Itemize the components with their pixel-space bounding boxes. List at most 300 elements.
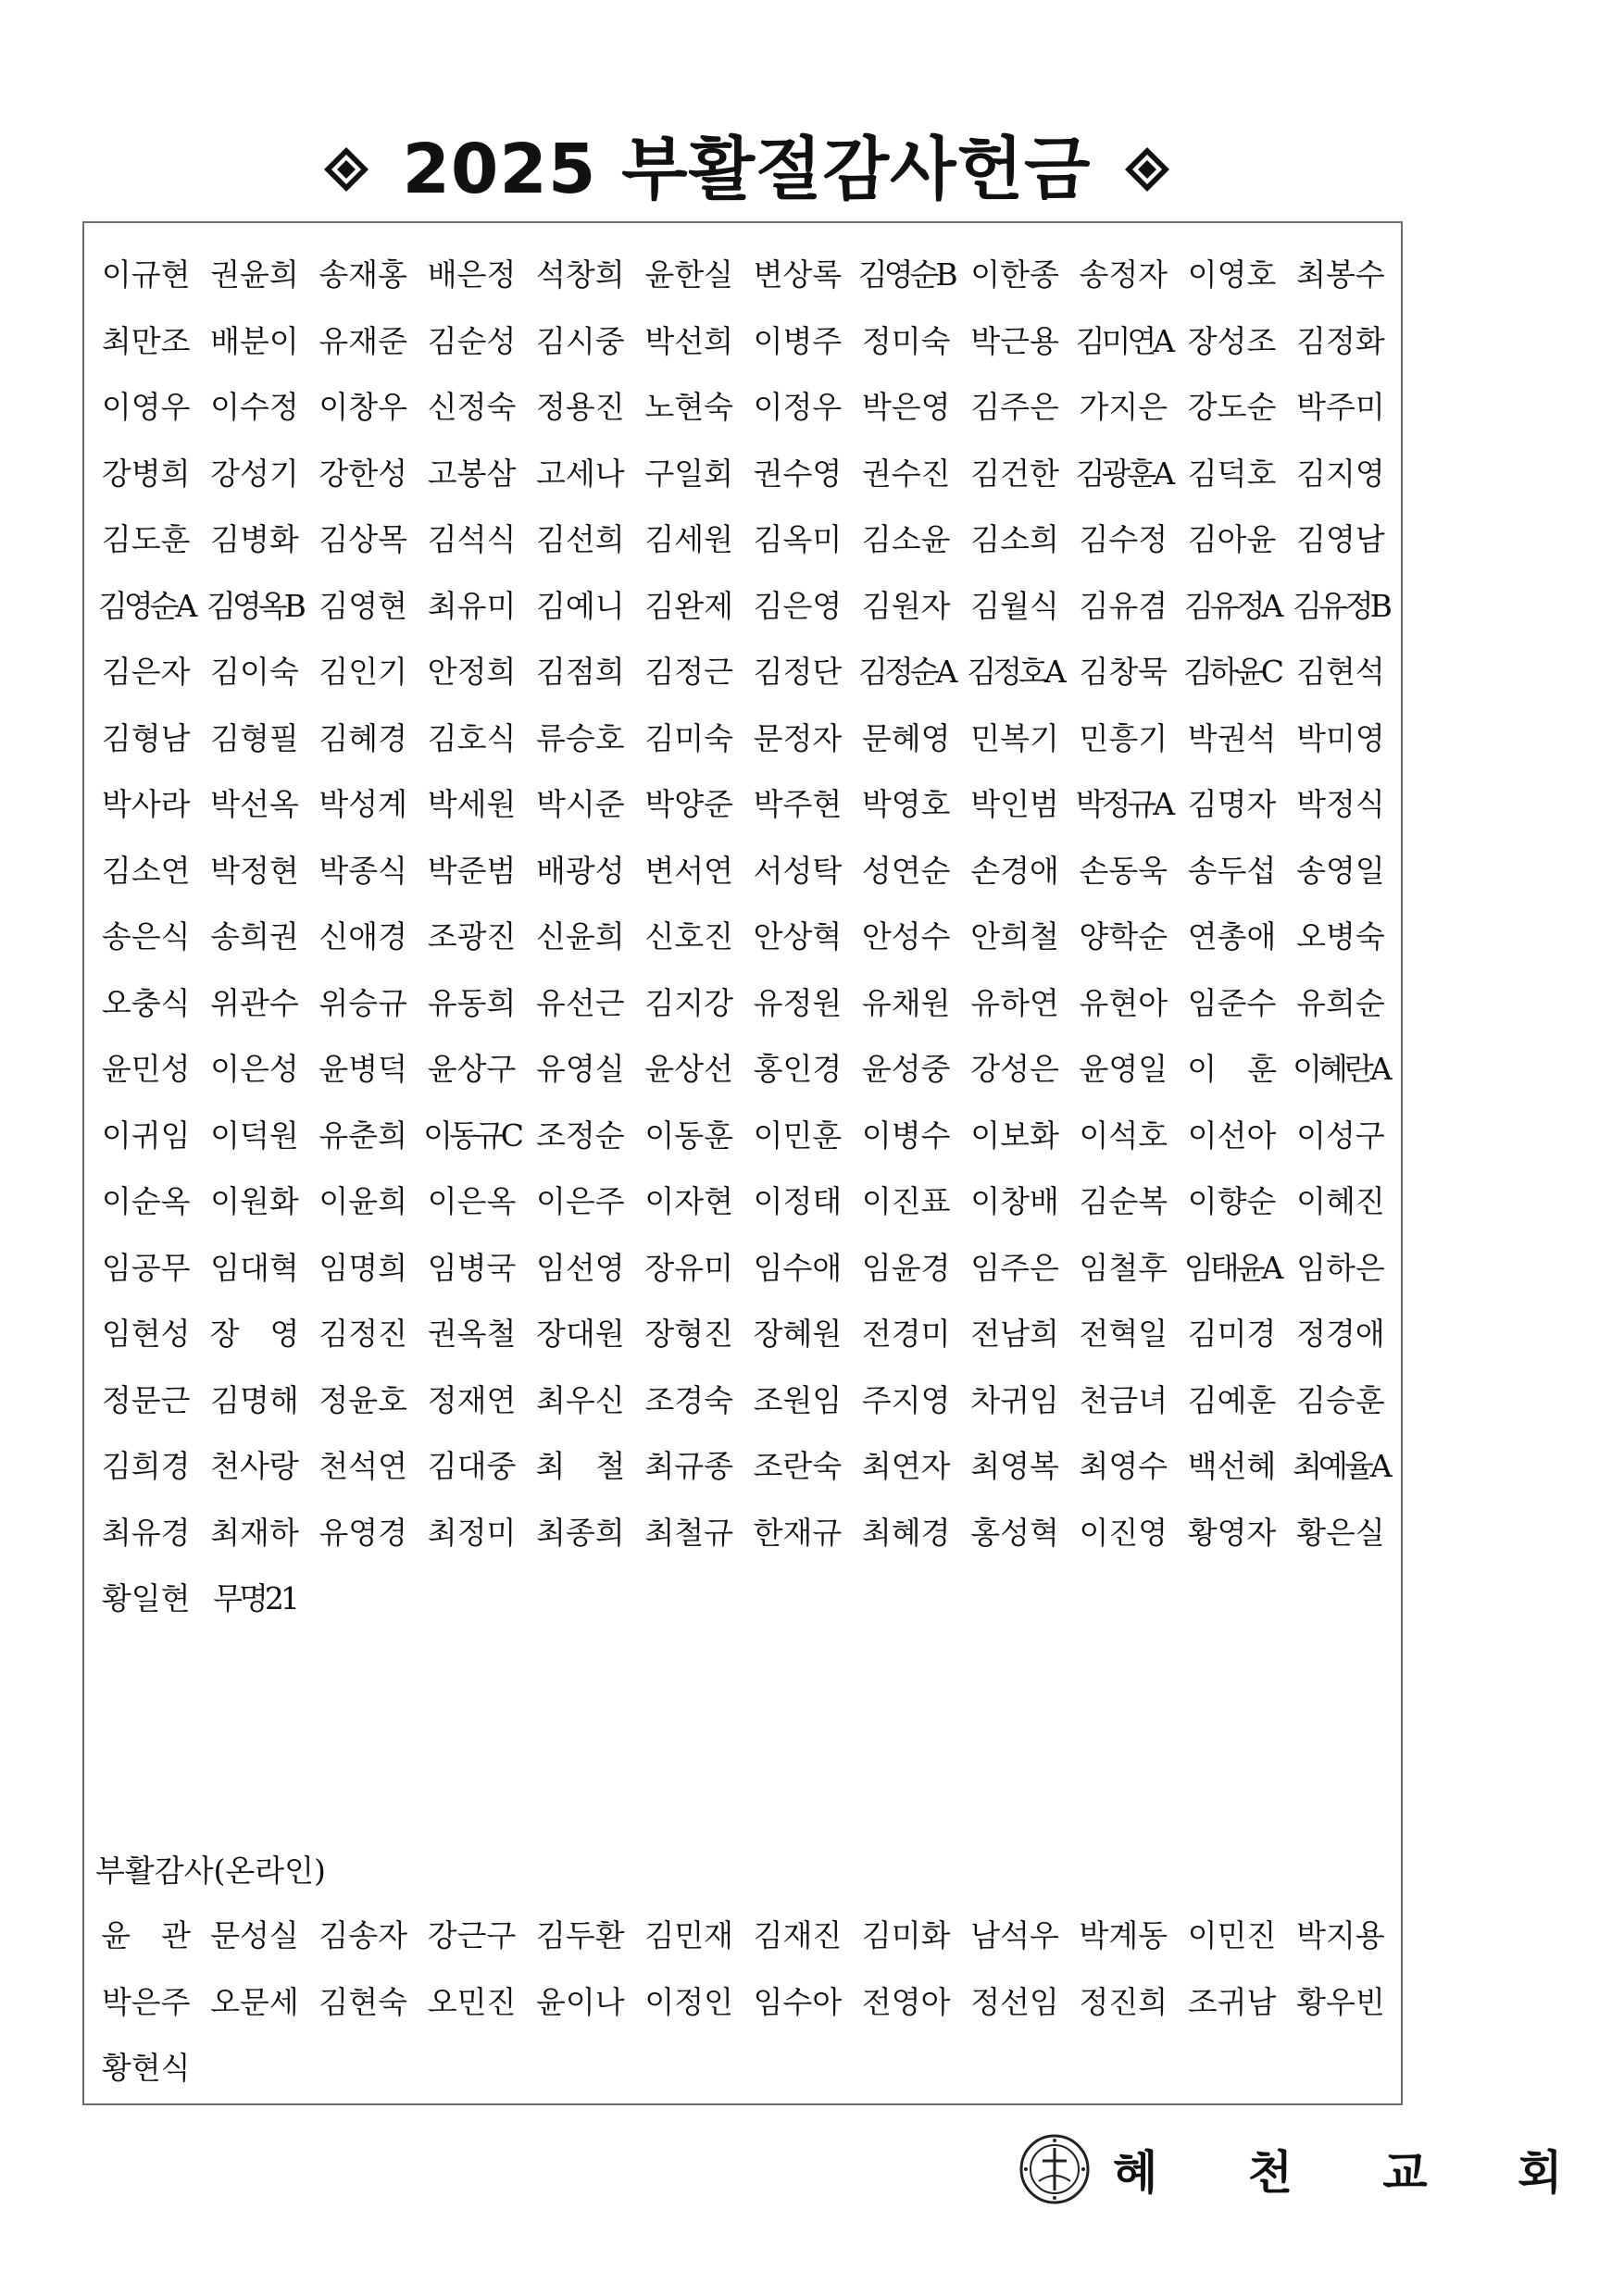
- donor-name: 한재규: [753, 1514, 843, 1551]
- donor-name: 황은실: [1296, 1514, 1385, 1551]
- donor-name: 문혜영: [861, 719, 951, 756]
- donor-name: 이진표: [861, 1183, 951, 1220]
- donor-list-box: [82, 221, 1403, 2105]
- donor-name: 윤영일: [1079, 1051, 1168, 1088]
- donor-name: 조광진: [427, 918, 517, 955]
- donor-name: 임선영: [536, 1249, 625, 1286]
- donor-name: 이규현: [101, 256, 191, 293]
- donor-name: 배분이: [210, 322, 299, 359]
- name-row: [92, 1301, 1395, 1367]
- donor-name: 김미숙: [644, 719, 733, 756]
- donor-name: 유채원: [861, 984, 951, 1021]
- donor-name: 임수아: [753, 1983, 843, 2020]
- name-row: [92, 904, 1395, 970]
- donor-name: 김민재: [644, 1917, 733, 1954]
- donor-name: 장대원: [536, 1316, 625, 1353]
- donor-name: 최우신: [536, 1381, 625, 1418]
- donor-name: 송은식: [101, 918, 191, 955]
- donor-name: 최예율A: [1293, 1448, 1389, 1485]
- donor-name: 최유미: [427, 587, 517, 624]
- donor-name: 유재준: [319, 322, 408, 359]
- donor-name: 이향순: [1187, 1183, 1277, 1220]
- donor-name: 임태윤A: [1183, 1249, 1280, 1286]
- donor-name: 김광훈A: [1075, 455, 1172, 492]
- donor-name: 이동훈: [644, 1117, 733, 1154]
- donor-name: 유영실: [536, 1051, 625, 1088]
- donor-name: 임명희: [319, 1249, 408, 1286]
- donor-name: 안성수: [861, 918, 951, 955]
- name-row: [92, 1235, 1395, 1302]
- donor-name: 임병국: [427, 1249, 517, 1286]
- title-text: 2025 부활절감사헌금: [402, 130, 1092, 209]
- donor-name: 김예니: [536, 587, 625, 624]
- donor-name: 이정우: [753, 389, 843, 426]
- donor-name: 김재진: [753, 1917, 843, 1954]
- donor-name: 박정식: [1296, 786, 1385, 823]
- donor-name: 김대중: [427, 1448, 517, 1485]
- donor-name: 이혜진: [1296, 1183, 1385, 1220]
- donor-name: 박성계: [319, 786, 408, 823]
- donor-name: 이정태: [753, 1183, 843, 1220]
- donor-name: 임수애: [753, 1249, 843, 1286]
- name-row: [92, 1500, 1395, 1566]
- donor-name: 강한성: [319, 455, 408, 492]
- donor-name: 최봉수: [1296, 256, 1385, 293]
- donor-name: 안희철: [970, 918, 1059, 955]
- donor-name: 이영호: [1187, 256, 1277, 293]
- donor-name: 최유경: [101, 1514, 191, 1551]
- donor-name: 신윤희: [536, 918, 625, 955]
- donor-name: 황일현: [101, 1580, 191, 1617]
- name-row: [92, 308, 1395, 375]
- name-row: [92, 771, 1395, 838]
- donor-name: 정미숙: [861, 322, 951, 359]
- donor-name: 김유정A: [1183, 587, 1280, 624]
- donor-name: 이병수: [861, 1117, 951, 1154]
- donor-name: 김영현: [319, 587, 408, 624]
- donor-name: 최정미: [427, 1514, 517, 1551]
- donor-name: 김현숙: [319, 1983, 408, 2020]
- donor-name: 조귀남: [1187, 1983, 1277, 2020]
- donor-name: 민복기: [970, 719, 1059, 756]
- donor-name: 김월식: [970, 587, 1059, 624]
- donor-name: 김미화: [861, 1917, 951, 1954]
- donor-name: 김순복: [1079, 1183, 1168, 1220]
- donor-name: 유희순: [1296, 984, 1385, 1021]
- donor-name: 윤이나: [536, 1983, 625, 2020]
- donor-name: 김유정B: [1292, 587, 1389, 624]
- donor-name: 윤상구: [427, 1051, 517, 1088]
- donor-name: 박인범: [970, 786, 1059, 823]
- donor-name: 유영경: [319, 1514, 408, 1551]
- donor-name: 이윤희: [319, 1183, 408, 1220]
- name-row: [92, 1969, 1395, 2036]
- donor-name: 임공무: [101, 1249, 191, 1286]
- donor-name: 유춘희: [319, 1117, 408, 1154]
- donor-name: 이석호: [1079, 1117, 1168, 1154]
- name-row: [92, 1433, 1395, 1500]
- donor-name: 김정순A: [857, 654, 955, 691]
- donor-name: 김점희: [536, 654, 625, 691]
- donor-name: 정진희: [1079, 1983, 1168, 2020]
- donor-name: 김소연: [101, 852, 191, 889]
- donor-name: 이은옥: [427, 1183, 517, 1220]
- donor-name: 박양준: [644, 786, 733, 823]
- donor-name: 최규종: [644, 1448, 733, 1485]
- donor-name: 임준수: [1187, 984, 1277, 1021]
- online-section: [92, 1834, 1395, 2102]
- donor-name: 박은주: [101, 1983, 191, 2020]
- donor-name: 이보화: [970, 1117, 1059, 1154]
- donor-name: 전경미: [861, 1316, 951, 1353]
- donor-name: 박선옥: [210, 786, 299, 823]
- donor-name: 장유미: [644, 1249, 733, 1286]
- donor-name: 이 훈: [1187, 1051, 1277, 1088]
- donor-name: 김송자: [319, 1917, 408, 1954]
- donor-name: 이민진: [1187, 1917, 1277, 1954]
- donor-name: 연총애: [1187, 918, 1277, 955]
- donor-name: 박근용: [970, 322, 1059, 359]
- donor-name: 박선희: [644, 322, 733, 359]
- donor-name: 강성기: [210, 455, 299, 492]
- donor-name: 조정순: [536, 1117, 625, 1154]
- donor-name: 정용진: [536, 389, 625, 426]
- donor-name: 조경숙: [644, 1381, 733, 1418]
- donor-name: 차귀임: [970, 1381, 1059, 1418]
- donor-name: 전남희: [970, 1316, 1059, 1353]
- donor-name: 이순옥: [101, 1183, 191, 1220]
- donor-name: 황현식: [101, 2050, 191, 2087]
- donor-name: 이정인: [644, 1983, 733, 2020]
- donor-name: 황우빈: [1296, 1983, 1385, 2020]
- donor-name: 최연자: [861, 1448, 951, 1485]
- name-row: [92, 573, 1395, 640]
- name-row: [92, 1566, 1395, 1632]
- donor-name: 김인기: [319, 654, 408, 691]
- donor-name: 고세나: [536, 455, 625, 492]
- donor-name: 고봉삼: [427, 455, 517, 492]
- donor-name: 김영순B: [857, 256, 955, 293]
- church-footer: [1018, 2128, 1599, 2211]
- donor-name: 송희권: [210, 918, 299, 955]
- donor-name: 성연순: [861, 852, 951, 889]
- donor-name: 박세원: [427, 786, 517, 823]
- donor-name: 김수정: [1079, 521, 1168, 558]
- donor-name: 김미경: [1187, 1316, 1277, 1353]
- name-row: [92, 970, 1395, 1037]
- donor-name: 문성실: [210, 1917, 299, 1954]
- donor-name: 박준범: [427, 852, 517, 889]
- donor-name: 김소희: [970, 521, 1059, 558]
- donor-name: 최영복: [970, 1448, 1059, 1485]
- donor-name: 천금녀: [1079, 1381, 1168, 1418]
- donor-name: 송정자: [1079, 256, 1168, 293]
- donor-name: 김명해: [210, 1381, 299, 1418]
- donor-name: 최종희: [536, 1514, 625, 1551]
- donor-name: 정재연: [427, 1381, 517, 1418]
- donor-name: 신정숙: [427, 389, 517, 426]
- donor-name: 이수정: [210, 389, 299, 426]
- donor-name: 유현아: [1079, 984, 1168, 1021]
- diamond-icon-right: [1123, 145, 1171, 193]
- donor-name: 주지영: [861, 1381, 951, 1418]
- donor-name: 이민훈: [753, 1117, 843, 1154]
- donor-name: 권수진: [861, 455, 951, 492]
- donor-name: 안상혁: [753, 918, 843, 955]
- donor-name: 장성조: [1187, 322, 1277, 359]
- donor-name: 손경애: [970, 852, 1059, 889]
- donor-name: 강도순: [1187, 389, 1277, 426]
- donor-name: 백선혜: [1187, 1448, 1277, 1485]
- donor-name: 박정규A: [1075, 786, 1172, 823]
- donor-name: 오병숙: [1296, 918, 1385, 955]
- donor-name: 유하연: [970, 984, 1059, 1021]
- donor-name: 천석연: [319, 1448, 408, 1485]
- donor-name: 김정진: [319, 1316, 408, 1353]
- name-row: [92, 1367, 1395, 1434]
- donor-name: 박계동: [1079, 1917, 1168, 1954]
- donor-name: 위관수: [210, 984, 299, 1021]
- donor-name: 김영남: [1296, 521, 1385, 558]
- donor-name: 임현성: [101, 1316, 191, 1353]
- donor-name: 권옥철: [427, 1316, 517, 1353]
- name-row: [92, 2035, 1395, 2102]
- donor-name: 조란숙: [753, 1448, 843, 1485]
- donor-name: 양학순: [1079, 918, 1168, 955]
- donor-name: 김영순A: [97, 587, 194, 624]
- donor-name: 송재홍: [319, 256, 408, 293]
- donor-name: 박시준: [536, 786, 625, 823]
- donor-name: 윤 관: [101, 1917, 192, 1954]
- name-row: [92, 374, 1395, 441]
- donor-name: 김호식: [427, 719, 517, 756]
- donor-name: 조원임: [753, 1381, 843, 1418]
- donor-name: 박미영: [1296, 719, 1385, 756]
- donor-name: 최철규: [644, 1514, 733, 1551]
- donor-name: 이창우: [319, 389, 408, 426]
- donor-name: 송두섭: [1187, 852, 1277, 889]
- donor-name: 유정원: [753, 984, 843, 1021]
- donor-name: 김현석: [1296, 654, 1385, 691]
- donor-name: 임대혁: [210, 1249, 299, 1286]
- name-row: [92, 441, 1395, 507]
- donor-name: 김형남: [101, 719, 191, 756]
- donor-name: 무명21: [213, 1580, 296, 1617]
- donor-name: 남석우: [970, 1917, 1059, 1954]
- donor-name: 김선희: [536, 521, 625, 558]
- donor-name: 이동규C: [423, 1117, 520, 1154]
- church-seal-icon: [1018, 2133, 1091, 2205]
- donor-name: 김세원: [644, 521, 733, 558]
- donor-name: 임하은: [1296, 1249, 1385, 1286]
- donor-name: 이은주: [536, 1183, 625, 1220]
- donor-name: 김이숙: [210, 654, 299, 691]
- donor-name: 임주은: [970, 1249, 1059, 1286]
- donor-name: 천사랑: [210, 1448, 299, 1485]
- donor-name: 권수영: [753, 455, 843, 492]
- donor-name: 황영자: [1187, 1514, 1277, 1551]
- donor-name: 김창묵: [1079, 654, 1168, 691]
- donor-name: 김하윤C: [1183, 654, 1281, 691]
- donor-name: 문정자: [753, 719, 843, 756]
- donor-name: 이귀임: [101, 1117, 191, 1154]
- name-row: [92, 1903, 1395, 1969]
- name-row: [92, 639, 1395, 705]
- donor-name: 정경애: [1296, 1316, 1385, 1353]
- donor-name: 이선아: [1187, 1117, 1277, 1154]
- donor-name: 최영수: [1079, 1448, 1168, 1485]
- donor-name: 임철후: [1079, 1249, 1168, 1286]
- donor-name: 이혜란A: [1293, 1051, 1389, 1088]
- donor-name: 윤상선: [644, 1051, 733, 1088]
- donor-name: 신호진: [644, 918, 733, 955]
- donor-name: 안정희: [427, 654, 517, 691]
- donor-name: 박은영: [861, 389, 951, 426]
- donor-name: 홍성혁: [970, 1514, 1059, 1551]
- donor-name: 이진영: [1079, 1514, 1168, 1551]
- donor-name: 김정호A: [967, 654, 1063, 691]
- donor-name: 김지영: [1296, 455, 1385, 492]
- donor-name: 장 영: [209, 1316, 300, 1353]
- donor-name: 이한종: [970, 256, 1059, 293]
- donor-name: 서성탁: [753, 852, 843, 889]
- donor-name: 최 철: [535, 1448, 626, 1485]
- donor-name: 오문세: [210, 1983, 299, 2020]
- donor-name: 신애경: [319, 918, 408, 955]
- donor-name: 김순성: [427, 322, 517, 359]
- donor-name: 강병희: [101, 455, 191, 492]
- donor-name: 석창희: [536, 256, 625, 293]
- donor-name: 김아윤: [1187, 521, 1277, 558]
- donor-name: 김석식: [427, 521, 517, 558]
- donor-name: 정선임: [970, 1983, 1059, 2020]
- donor-name: 장혜원: [753, 1316, 843, 1353]
- donor-name: 김시중: [536, 322, 625, 359]
- donor-name: 이덕원: [210, 1117, 299, 1154]
- donor-name: 김예훈: [1187, 1381, 1277, 1418]
- donor-name: 전혁일: [1079, 1316, 1168, 1353]
- donor-name: 윤민성: [101, 1051, 191, 1088]
- donor-name: 김은영: [753, 587, 843, 624]
- online-heading: 부활감사(온라인): [95, 1852, 326, 1889]
- donor-name: 최만조: [101, 322, 191, 359]
- donor-name: 박사라: [101, 786, 191, 823]
- donor-name: 김원자: [861, 587, 951, 624]
- donor-name: 김덕호: [1187, 455, 1277, 492]
- donor-name: 김유겸: [1079, 587, 1168, 624]
- donor-name: 권윤희: [210, 256, 299, 293]
- donor-name: 박지용: [1296, 1917, 1385, 1954]
- donor-name: 변상록: [753, 256, 843, 293]
- donor-name: 김형필: [210, 719, 299, 756]
- donor-name: 변서연: [644, 852, 733, 889]
- donor-name: 정윤호: [319, 1381, 408, 1418]
- donor-name: 이자현: [644, 1183, 733, 1220]
- page-title: [0, 109, 1493, 230]
- name-row: [92, 1168, 1395, 1235]
- donor-name: 김희경: [101, 1448, 191, 1485]
- donor-name: 김미연A: [1075, 322, 1172, 359]
- donor-name: 김주은: [970, 389, 1059, 426]
- donor-name: 김명자: [1187, 786, 1277, 823]
- donor-name-grid: [92, 242, 1395, 1632]
- name-row: [92, 242, 1395, 308]
- donor-name: 김혜경: [319, 719, 408, 756]
- donor-name: 손동욱: [1079, 852, 1168, 889]
- donor-name: 유선근: [536, 984, 625, 1021]
- name-row: [92, 506, 1395, 573]
- donor-name: 김완제: [644, 587, 733, 624]
- donor-name: 김옥미: [753, 521, 843, 558]
- donor-name: 임윤경: [861, 1249, 951, 1286]
- donor-name: 홍인경: [753, 1051, 843, 1088]
- donor-name: 구일회: [644, 455, 733, 492]
- donor-name: 김병화: [210, 521, 299, 558]
- donor-name: 김정단: [753, 654, 843, 691]
- donor-name: 박정현: [210, 852, 299, 889]
- donor-name: 김두환: [536, 1917, 625, 1954]
- donor-name: 박권석: [1187, 719, 1277, 756]
- donor-name: 가지은: [1079, 389, 1168, 426]
- donor-name: 박영호: [861, 786, 951, 823]
- donor-name: 강근구: [427, 1917, 517, 1954]
- donor-name: 유동희: [427, 984, 517, 1021]
- donor-name: 이성구: [1296, 1117, 1385, 1154]
- donor-name: 전영아: [861, 1983, 951, 2020]
- donor-name: 류승호: [536, 719, 625, 756]
- donor-name: 윤한실: [644, 256, 733, 293]
- donor-name: 윤병덕: [319, 1051, 408, 1088]
- donor-name: 이영우: [101, 389, 191, 426]
- donor-name: 김건한: [970, 455, 1059, 492]
- donor-name: 박주현: [753, 786, 843, 823]
- name-row: [92, 1036, 1395, 1103]
- donor-name: 민흥기: [1079, 719, 1168, 756]
- donor-name: 김정근: [644, 654, 733, 691]
- donor-name: 김지강: [644, 984, 733, 1021]
- donor-name: 배광성: [536, 852, 625, 889]
- donor-name: 이원화: [210, 1183, 299, 1220]
- donor-name: 이병주: [753, 322, 843, 359]
- donor-name: 김은자: [101, 654, 191, 691]
- donor-name: 노현숙: [644, 389, 733, 426]
- name-row: [92, 838, 1395, 905]
- donor-name: 송영일: [1296, 852, 1385, 889]
- donor-name: 김승훈: [1296, 1381, 1385, 1418]
- donor-name: 이은성: [210, 1051, 299, 1088]
- donor-name: 최재하: [210, 1514, 299, 1551]
- donor-name: 김영옥B: [206, 587, 303, 624]
- donor-name: 김정화: [1296, 322, 1385, 359]
- donor-name: 최혜경: [861, 1514, 951, 1551]
- donor-name: 김도훈: [101, 521, 191, 558]
- donor-name: 정문근: [101, 1381, 191, 1418]
- donor-name: 오민진: [427, 1983, 517, 2020]
- donor-name: 김상목: [319, 521, 408, 558]
- donor-name: 김소윤: [861, 521, 951, 558]
- donor-name: 위승규: [319, 984, 408, 1021]
- church-name: 혜 천 교 회: [1113, 2146, 1599, 2200]
- donor-name: 박주미: [1296, 389, 1385, 426]
- name-row: [92, 705, 1395, 772]
- donor-name: 박종식: [319, 852, 408, 889]
- donor-name: 장형진: [644, 1316, 733, 1353]
- online-name-grid: [92, 1903, 1395, 2102]
- diamond-icon-left: [322, 145, 370, 193]
- donor-name: 이창배: [970, 1183, 1059, 1220]
- name-row: [92, 1103, 1395, 1169]
- donor-name: 배은정: [427, 256, 517, 293]
